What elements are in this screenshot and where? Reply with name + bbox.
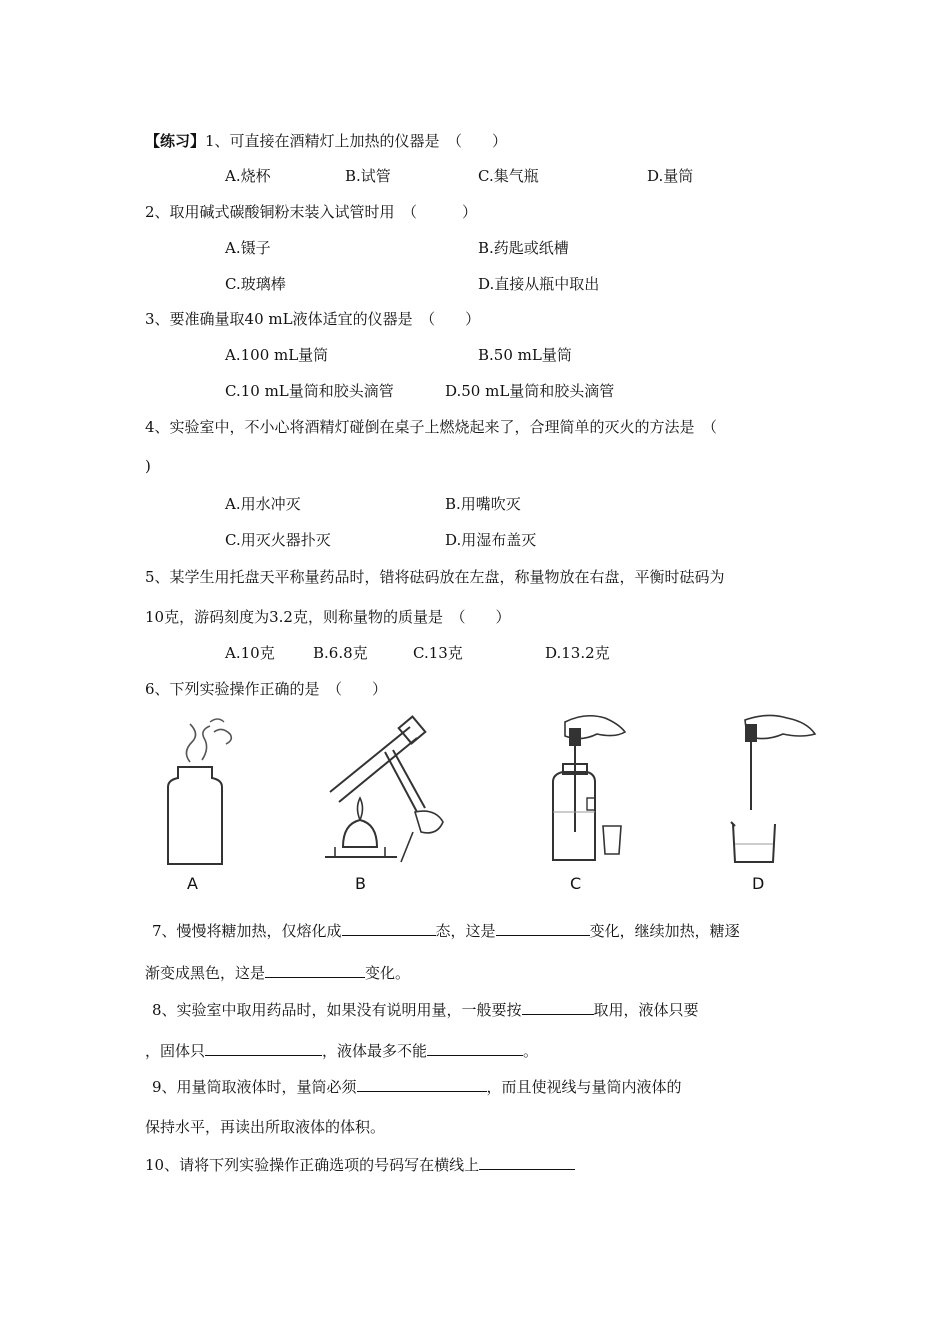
- figure-a-label: A: [187, 874, 198, 893]
- q9-blank-1[interactable]: [357, 1077, 487, 1092]
- q7-blank-3[interactable]: [265, 963, 365, 978]
- q5-option-c: C.13克: [413, 644, 463, 662]
- figure-a-smelling-bottle: [160, 712, 250, 872]
- question-7-line-2: 渐变成黑色，这是 变化。: [145, 964, 411, 982]
- q3-option-c: C.10 mL量筒和胶头滴管: [225, 382, 394, 400]
- figure-d-label: D: [752, 874, 765, 893]
- question-6-stem: 6、下列实验操作正确的是 （ ）: [145, 680, 388, 698]
- question-8-line-1: 8、实验室中取用药品时，如果没有说明用量，一般要按 取用，液体只要: [152, 1001, 699, 1019]
- q8-blank-1[interactable]: [522, 1000, 594, 1015]
- q5-option-a: A.10克: [225, 644, 275, 662]
- q2-option-d: D.直接从瓶中取出: [478, 275, 600, 293]
- question-4-stem-cont: ): [145, 457, 151, 475]
- q1-option-a: A.烧杯: [225, 167, 271, 185]
- q1-option-c: C.集气瓶: [478, 167, 539, 185]
- question-7-line-1: 7、慢慢将糖加热，仅熔化成 态，这是 变化，继续加热，糖逐: [152, 922, 740, 940]
- q10-blank[interactable]: [479, 1155, 575, 1170]
- figure-b-heating-test-tube: [325, 712, 450, 872]
- figure-d-dropper-above-beaker: [725, 712, 825, 872]
- question-1-text: 1、可直接在酒精灯上加热的仪器是 （ ）: [205, 132, 508, 150]
- figure-c-dropper-in-jar: [545, 712, 640, 872]
- q1-option-b: B.试管: [345, 167, 391, 185]
- q4-option-a: A.用水冲灭: [225, 495, 301, 513]
- question-9-line-1: 9、用量筒取液体时，量筒必须 ，而且使视线与量筒内液体的: [152, 1078, 682, 1096]
- q5-option-d: D.13.2克: [545, 644, 610, 662]
- q2-option-b: B.药匙或纸槽: [478, 239, 569, 257]
- q4-option-c: C.用灭火器扑灭: [225, 531, 331, 549]
- exercise-tag: 【练习】: [145, 132, 206, 150]
- question-8-line-2: ，固体只 ，液体最多不能 。: [145, 1042, 539, 1060]
- q8-blank-3[interactable]: [427, 1041, 523, 1056]
- question-4-stem: 4、实验室中，不小心将酒精灯碰倒在桌子上燃烧起来了，合理简单的灭火的方法是 （: [145, 418, 718, 436]
- question-2-stem: 2、取用碱式碳酸铜粉末装入试管时用 （ ）: [145, 203, 478, 221]
- q2-option-a: A.镊子: [225, 239, 271, 257]
- question-9-line-2: 保持水平，再读出所取液体的体积。: [145, 1118, 386, 1136]
- question-1-stem: [145, 130, 507, 151]
- q4-option-b: B.用嘴吹灭: [445, 495, 521, 513]
- q2-option-c: C.玻璃棒: [225, 275, 286, 293]
- question-5-stem-cont: 10克，游码刻度为3.2克，则称量物的质量是 （ ）: [145, 608, 511, 626]
- q3-option-d: D.50 mL量筒和胶头滴管: [445, 382, 615, 400]
- experiment-figures: [140, 712, 830, 902]
- q4-option-d: D.用湿布盖灭: [445, 531, 537, 549]
- figure-b-label: B: [355, 874, 366, 893]
- question-10-line: 10、请将下列实验操作正确选项的号码写在横线上: [145, 1154, 575, 1175]
- q3-option-b: B.50 mL量筒: [478, 346, 572, 364]
- question-3-stem: 3、要准确量取40 mL液体适宜的仪器是 （ ）: [145, 310, 481, 328]
- figure-c-label: C: [570, 874, 582, 893]
- q3-option-a: A.100 mL量筒: [225, 346, 329, 364]
- question-5-stem: 5、某学生用托盘天平称量药品时，错将砝码放在左盘，称量物放在右盘，平衡时砝码为: [145, 568, 725, 586]
- q5-option-b: B.6.8克: [313, 644, 368, 662]
- q8-blank-2[interactable]: [205, 1041, 322, 1056]
- q7-blank-1[interactable]: [342, 921, 436, 936]
- q1-option-d: D.量筒: [647, 167, 694, 185]
- q7-blank-2[interactable]: [496, 921, 590, 936]
